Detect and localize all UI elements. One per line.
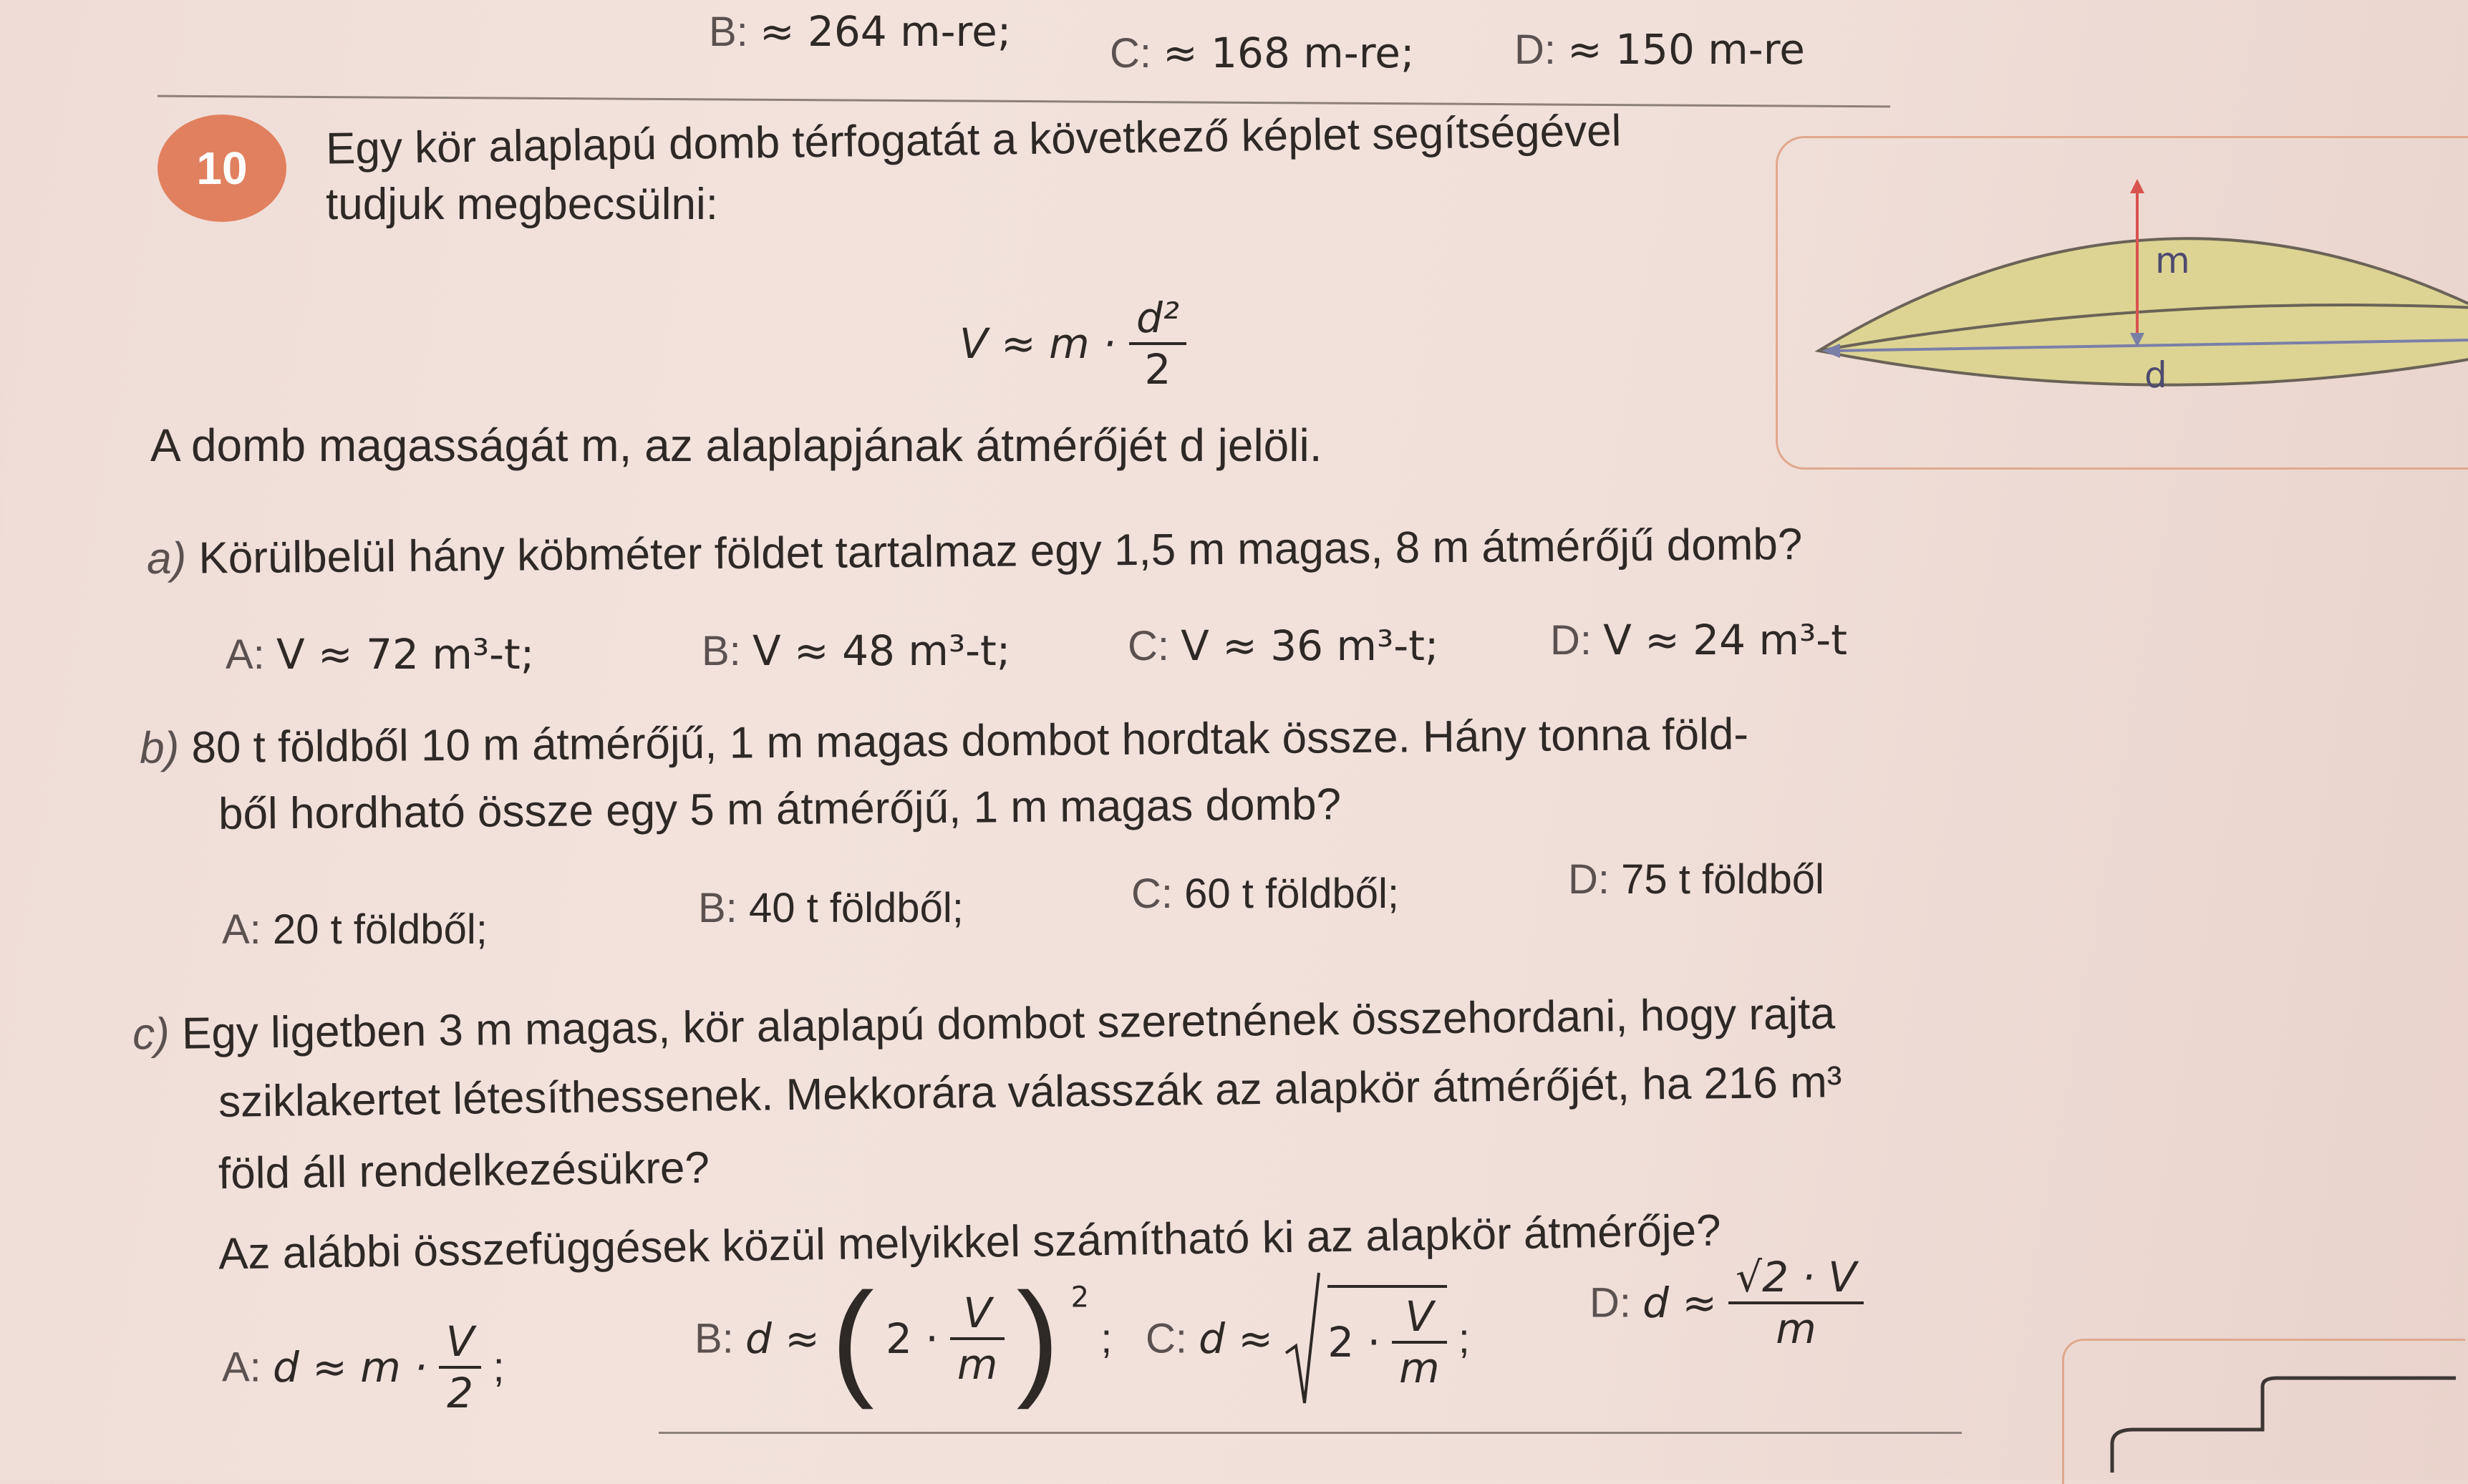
part-c-option-d-letter: D:	[1589, 1279, 1631, 1327]
part-c-option-b-den: m	[957, 1340, 998, 1389]
part-c-option-b-lhs: d ≈	[745, 1314, 820, 1363]
part-b-option-a	[222, 906, 488, 954]
part-a-option-c-text: V ≈ 36 m³-t;	[1181, 621, 1439, 670]
part-c-option-b-exponent: 2	[1070, 1281, 1090, 1314]
part-a-option-d-text: V ≈ 24 m³-t	[1603, 616, 1847, 664]
part-c-option-c-num: V	[1392, 1292, 1447, 1344]
part-b-text-1: 80 t földből 10 m átmérőjű, 1 m magas dombot hordtak össze. Hány tonna föld-	[191, 709, 1749, 773]
part-a-label: a)	[146, 533, 187, 584]
part-c-option-b-letter: B:	[695, 1315, 734, 1362]
hill-figure	[1790, 165, 2468, 451]
part-c-option-c	[1146, 1267, 1470, 1410]
part-a-option-b-text: V ≈ 48 m³-t;	[752, 626, 1011, 675]
problem-number: 10	[196, 142, 248, 194]
part-b-option-b-text: 40 t földből;	[748, 885, 964, 931]
part-c-option-d-num: √2 · V	[1728, 1253, 1864, 1304]
part-c-option-c-lhs: d ≈	[1199, 1314, 1273, 1363]
part-b-option-b-letter: B:	[698, 885, 737, 931]
figure-label-d: d	[2144, 354, 2167, 396]
main-formula-fraction	[1129, 294, 1186, 394]
part-b-option-c-text: 60 t földből;	[1184, 870, 1400, 917]
part-b-question-line-2: ből hordható össze egy 5 m átmérőjű, 1 m magas domb?	[218, 780, 1342, 839]
part-c-option-d	[1589, 1253, 1864, 1353]
part-c-option-b-inner: 2 ·	[886, 1314, 939, 1363]
prev-option-b	[709, 7, 1011, 56]
prev-option-b-value: ≈ 264 m-re;	[759, 7, 1012, 56]
part-c-option-b	[695, 1266, 1113, 1410]
part-c-option-a-num: V	[439, 1317, 482, 1369]
next-figure-fragment	[2105, 1372, 2463, 1480]
bottom-divider	[659, 1432, 1962, 1434]
part-c-option-a-tail: ;	[493, 1344, 505, 1391]
part-c-question-line-4: Az alábbi összefüggések közül melyikkel számítható ki az alapkör átmérője?	[218, 1206, 1722, 1279]
figure-label-m: m	[2155, 240, 2190, 281]
intro-line-1: Egy kör alaplapú domb térfogatát a következő képlet segítségével	[325, 106, 1622, 174]
part-a-option-a	[226, 630, 534, 679]
part-a-option-d	[1550, 616, 1847, 664]
part-c-option-c-tail: ;	[1458, 1315, 1470, 1362]
part-c-option-a-lhs: d ≈ m ·	[272, 1343, 427, 1392]
part-c-option-c-fraction	[1392, 1292, 1447, 1392]
prev-option-c	[1110, 29, 1415, 77]
part-b-option-d-text: 75 t földből	[1621, 856, 1824, 903]
part-a-option-a-letter: A:	[226, 631, 265, 678]
part-c-option-d-lhs: d ≈	[1642, 1279, 1717, 1327]
part-a-option-c	[1128, 621, 1438, 670]
main-formula-numerator: d²	[1129, 294, 1186, 345]
part-a-option-b-letter: B:	[702, 628, 741, 674]
part-c-option-c-sqrt	[1284, 1267, 1320, 1410]
sqrt-icon	[1284, 1267, 1320, 1410]
part-c-option-b-num: V	[950, 1289, 1005, 1340]
part-b-option-c	[1131, 870, 1399, 918]
part-a-option-b	[702, 626, 1010, 675]
part-c-question-line-2: sziklakertet létesíthessenek. Mekkorára válasszák az alapkör átmérőjét, ha 216 m³	[218, 1057, 1842, 1127]
main-formula-lhs: V ≈ m ·	[959, 319, 1116, 368]
problem-number-badge	[158, 115, 286, 222]
prev-option-b-letter: B:	[709, 9, 748, 55]
part-c-question-line-1	[132, 988, 1836, 1059]
part-a-text: Körülbelül hány köbméter földet tartalmaz egy 1,5 m magas, 8 m átmérőjű domb?	[198, 519, 1803, 583]
main-formula-denominator: 2	[1144, 345, 1171, 394]
prev-option-d	[1514, 25, 1805, 74]
part-b-option-b	[698, 884, 964, 932]
part-a-question	[147, 519, 1803, 584]
variables-note: A domb magasságát m, az alaplapjának átmérőjét d jelöli.	[150, 420, 1322, 471]
part-c-option-d-fraction	[1728, 1253, 1864, 1353]
part-b-option-a-text: 20 t földből;	[272, 906, 488, 953]
part-c-option-b-paren-close: )	[1016, 1266, 1060, 1410]
part-c-label: c)	[132, 1009, 170, 1059]
part-c-option-c-radicand	[1327, 1285, 1446, 1392]
part-c-question-line-3: föld áll rendelkezésükre?	[218, 1143, 710, 1199]
prev-option-c-value: ≈ 168 m-re;	[1163, 29, 1415, 77]
part-a-option-a-text: V ≈ 72 m³-t;	[276, 630, 535, 679]
part-a-option-c-letter: C:	[1128, 623, 1169, 669]
part-a-option-d-letter: D:	[1550, 617, 1592, 664]
prev-option-d-value: ≈ 150 m-re	[1567, 25, 1805, 74]
part-c-option-a-letter: A:	[222, 1344, 261, 1391]
prev-option-c-letter: C:	[1110, 30, 1151, 77]
part-c-option-c-letter: C:	[1146, 1315, 1187, 1362]
part-c-option-b-tail: ;	[1100, 1315, 1113, 1362]
part-b-option-d-letter: D:	[1568, 856, 1610, 903]
part-b-label: b)	[139, 723, 180, 773]
part-c-option-b-fraction	[950, 1289, 1005, 1389]
intro-line-2: tudjuk megbecsülni:	[326, 180, 718, 229]
main-formula	[959, 294, 1186, 394]
part-c-option-b-paren-open: (	[831, 1266, 874, 1410]
part-b-option-a-letter: A:	[222, 906, 261, 953]
part-c-option-a-fraction	[439, 1317, 482, 1417]
part-c-option-d-den: m	[1776, 1304, 1816, 1353]
part-b-option-d	[1568, 855, 1824, 903]
part-c-option-a-den: 2	[447, 1369, 474, 1417]
height-arrow-top	[2130, 179, 2144, 193]
part-b-question-line-1	[140, 709, 1749, 774]
part-b-option-c-letter: C:	[1131, 870, 1173, 917]
part-c-option-a	[222, 1317, 505, 1417]
prev-option-d-letter: D:	[1514, 26, 1556, 73]
part-c-text-1: Egy ligetben 3 m magas, kör alaplapú dombot szeretnének összehordani, hogy rajta	[181, 989, 1836, 1059]
top-divider	[158, 95, 1890, 108]
part-c-option-c-den: m	[1399, 1344, 1440, 1392]
part-c-option-c-inner: 2 ·	[1327, 1318, 1381, 1367]
